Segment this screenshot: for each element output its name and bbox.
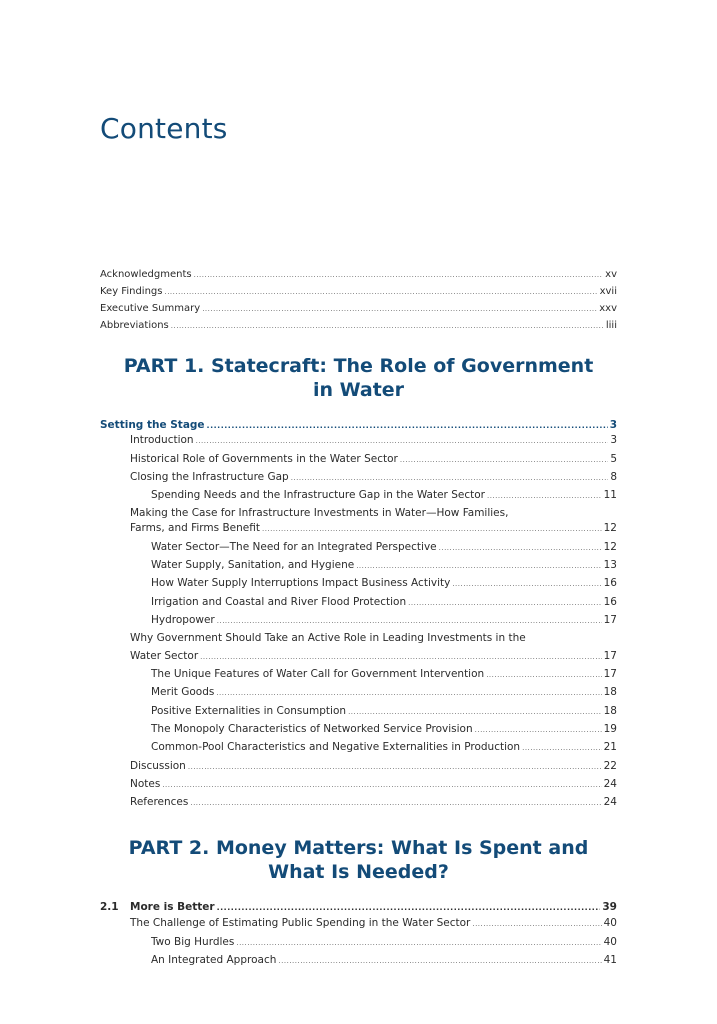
toc-entry-title: An Integrated Approach [151, 954, 277, 966]
toc-leader [522, 742, 602, 755]
toc-entry-executive-summary[interactable] [100, 302, 617, 315]
toc-page-number: 39 [602, 901, 617, 913]
toc-entry-title: The Unique Features of Water Call for Government Intervention [151, 668, 485, 680]
toc-leader [162, 779, 601, 792]
toc-entry[interactable] [151, 936, 617, 949]
toc-entry[interactable] [151, 559, 617, 572]
toc-entry-title-group [100, 901, 215, 914]
toc-leader [194, 269, 604, 282]
part-2-heading-line-2: What Is Needed? [268, 861, 449, 883]
toc-page-number: xxv [599, 303, 617, 314]
toc-entry-title: Setting the Stage [100, 419, 205, 431]
toc-page-number: 12 [603, 522, 617, 534]
toc-leader [452, 578, 601, 591]
toc-entry-title: Positive Externalities in Consumption [151, 705, 347, 717]
toc-page-number: 19 [603, 723, 617, 735]
toc-leader [217, 901, 601, 914]
toc-page-number: 11 [603, 489, 617, 501]
part-1-heading-line-2: in Water [312, 379, 405, 401]
toc-leader [202, 303, 597, 316]
toc-entry-title: Water Sector—The Need for an Integrated Perspective [151, 541, 437, 553]
toc-entry-title: Introduction [130, 434, 194, 446]
toc-entry-title: Acknowledgments [100, 269, 192, 280]
toc-leader [356, 560, 601, 573]
toc-page-number: 16 [603, 596, 617, 608]
toc-page-number: 12 [603, 541, 617, 553]
toc-entry-title: Water Supply, Sanitation, and Hygiene [151, 559, 355, 571]
toc-entry-title: Discussion [130, 760, 186, 772]
toc-page-number: 21 [603, 741, 617, 753]
toc-leader [188, 761, 602, 774]
toc-entry-acknowledgments[interactable] [100, 268, 617, 281]
toc-leader [486, 669, 601, 682]
toc-entry-title: The Monopoly Characteristics of Networked Service Provision [151, 723, 473, 735]
toc-entry-title: Merit Goods [151, 686, 215, 698]
toc-entry[interactable] [151, 954, 617, 967]
toc-page-number: 8 [610, 471, 617, 483]
toc-entry[interactable] [130, 796, 617, 809]
toc-entry-title: Notes [130, 778, 161, 790]
toc-page-number: 17 [603, 650, 617, 662]
toc-leader [475, 724, 602, 737]
contents-heading: Contents [100, 112, 228, 145]
section-number: 2.1 [100, 901, 119, 913]
toc-page-number: 17 [603, 668, 617, 680]
toc-page-number: 17 [603, 614, 617, 626]
toc-page-number: liii [605, 320, 617, 331]
toc-leader [190, 797, 601, 810]
toc-leader [348, 706, 602, 719]
toc-leader [291, 472, 609, 485]
toc-entry[interactable] [151, 668, 617, 681]
toc-entry[interactable] [130, 434, 617, 447]
toc-leader [408, 597, 601, 610]
toc-page-number: 16 [603, 577, 617, 589]
toc-page-number: xvii [599, 286, 617, 297]
toc-entry-title: Closing the Infrastructure Gap [130, 471, 289, 483]
toc-entry[interactable] [130, 650, 617, 663]
toc-entry-title: Key Findings [100, 286, 163, 297]
toc-leader [439, 542, 602, 555]
toc-leader [278, 955, 601, 968]
toc-page-number: 40 [603, 917, 617, 929]
toc-page-number: xv [605, 269, 617, 280]
toc-entry-section-2-1[interactable] [100, 901, 617, 914]
toc-leader [200, 651, 601, 664]
toc-leader [236, 937, 601, 950]
toc-page-number: 41 [603, 954, 617, 966]
toc-leader [487, 490, 602, 503]
toc-page-number: 18 [603, 705, 617, 717]
toc-entry-title: Abbreviations [100, 320, 169, 331]
toc-entry-key-findings[interactable] [100, 285, 617, 298]
toc-entry[interactable] [151, 577, 617, 590]
toc-page-number: 24 [603, 778, 617, 790]
toc-entry-title: Farms, and Firms Benefit [130, 522, 260, 534]
toc-entry[interactable] [130, 522, 617, 535]
toc-page-number: 5 [610, 453, 617, 465]
toc-page-number: 18 [603, 686, 617, 698]
toc-leader [171, 320, 604, 333]
toc-entry-title: Historical Role of Governments in the Water Sector [130, 453, 398, 465]
toc-entry[interactable] [151, 705, 617, 718]
toc-page-number: 3 [610, 434, 617, 446]
toc-entry-title: Common-Pool Characteristics and Negative Externalities in Production [151, 741, 521, 753]
toc-page-number: 13 [603, 559, 617, 571]
part-2-heading-line-1: PART 2. Money Matters: What Is Spent and [128, 837, 589, 859]
toc-entry-title: Two Big Hurdles [151, 936, 235, 948]
toc-leader [196, 435, 609, 448]
toc-entry-title-line-1: Making the Case for Infrastructure Investments in Water—How Families, [130, 507, 509, 519]
toc-entry-title: The Challenge of Estimating Public Spending in the Water Sector [130, 917, 471, 929]
toc-entry-title: Executive Summary [100, 303, 201, 314]
part-2-heading [100, 836, 617, 884]
toc-entry[interactable] [130, 778, 617, 791]
toc-leader [207, 419, 608, 432]
toc-entry[interactable] [151, 541, 617, 554]
toc-leader [217, 615, 602, 628]
toc-page-number: 22 [603, 760, 617, 772]
toc-leader [262, 523, 602, 536]
toc-entry-title: Water Sector [130, 650, 199, 662]
toc-leader [164, 286, 597, 299]
toc-leader [400, 454, 608, 467]
part-1-heading-line-1: PART 1. Statecraft: The Role of Government [123, 355, 594, 377]
toc-leader [216, 687, 601, 700]
toc-entry[interactable] [151, 686, 617, 699]
toc-entry-abbreviations[interactable] [100, 319, 617, 332]
toc-entry[interactable] [130, 760, 617, 773]
toc-entry[interactable] [130, 453, 617, 466]
toc-page-number: 24 [603, 796, 617, 808]
toc-entry[interactable] [151, 489, 617, 502]
toc-entry[interactable] [151, 596, 617, 609]
toc-entry[interactable] [151, 614, 617, 627]
toc-entry-title: References [130, 796, 189, 808]
toc-entry[interactable] [151, 741, 617, 754]
toc-entry-title: Hydropower [151, 614, 215, 626]
toc-entry-title-line-1: Why Government Should Take an Active Role in Leading Investments in the [130, 632, 526, 644]
part-1-heading [100, 354, 617, 402]
toc-entry-title: Irrigation and Coastal and River Flood Protection [151, 596, 407, 608]
toc-page-number: 3 [609, 419, 617, 431]
toc-entry[interactable] [151, 723, 617, 736]
toc-entry[interactable] [130, 917, 617, 930]
toc-entry[interactable] [130, 471, 617, 484]
toc-entry-title: How Water Supply Interruptions Impact Business Activity [151, 577, 451, 589]
toc-entry-title: Spending Needs and the Infrastructure Gap in the Water Sector [151, 489, 485, 501]
toc-entry-setting-the-stage[interactable] [100, 419, 617, 432]
toc-leader [472, 918, 601, 931]
toc-entry-title: More is Better [130, 901, 215, 913]
toc-page-number: 40 [603, 936, 617, 948]
